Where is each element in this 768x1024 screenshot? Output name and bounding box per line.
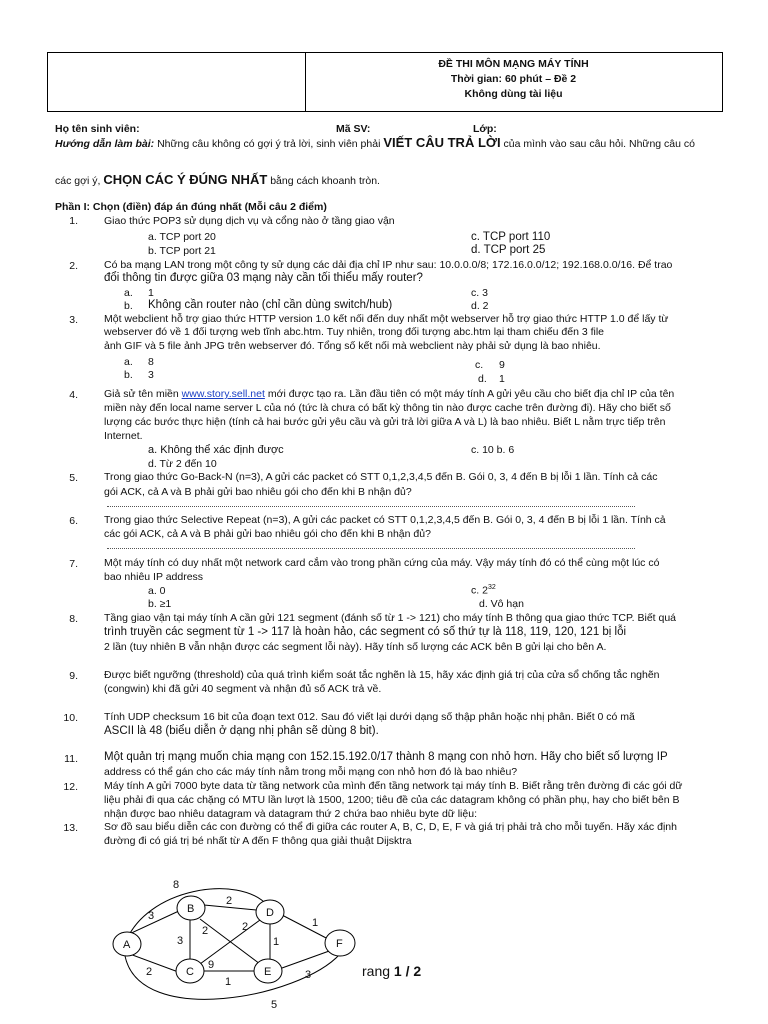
q2-option-b[interactable]: Không cần router nào (chỉ cần dùng switch/hub) (148, 299, 393, 311)
exam-header-box (47, 52, 723, 112)
edge-d-f (282, 915, 330, 940)
instructions-text-2: của mình vào sau câu hỏi. Những câu có (503, 138, 695, 150)
q2-option-b-key: b. (124, 300, 133, 312)
q7-number: 7. (69, 558, 78, 570)
q12-line-1: Máy tính A gửi 7000 byte data từ tầng network của mình đến tầng network tại máy tính B. Biết rằng trên đường đi các gói dữ (104, 780, 683, 792)
instructions-line-2 (55, 172, 380, 187)
q7-option-b[interactable]: b. ≥1 (148, 598, 172, 610)
graph-node-label-c: C (186, 966, 194, 978)
q4-option-d[interactable]: d. Từ 2 đến 10 (148, 458, 217, 470)
weight-a-f: 5 (271, 999, 278, 1011)
weight-b-c: 3 (177, 935, 184, 947)
q1-option-b[interactable]: b. TCP port 21 (148, 245, 216, 257)
student-id-label: Mã SV: (336, 123, 371, 135)
q3-option-a[interactable]: 8 (148, 356, 154, 368)
q3-option-d-key: d. (478, 373, 487, 385)
exam-title-block (305, 57, 722, 102)
weight-d-e: 1 (273, 936, 280, 948)
q1-number: 1. (69, 215, 78, 227)
q3-option-c-key: c. (475, 359, 484, 371)
q2-option-d[interactable]: d. 2 (471, 300, 489, 312)
edge-e-f (282, 950, 332, 968)
part1-title: Phần I: Chọn (điền) đáp án đúng nhất (Mỗi câu 2 điểm) (55, 201, 327, 213)
q7-line-2: bao nhiêu IP address (104, 571, 204, 583)
q8-line-1: Tầng giao vận tại máy tính A cần gửi 121 segment (đánh số từ 1 -> 121) cho máy tính B thông qua giao thức TCP. Biết quá (104, 612, 677, 624)
weight-a-b: 3 (148, 910, 155, 922)
q7-option-d[interactable]: d. Vô hạn (479, 598, 524, 610)
weight-c-d: 2 (242, 921, 249, 933)
q5-number: 5. (69, 472, 78, 484)
q3-line-1: Một webclient hỗ trợ giao thức HTTP version 1.0 kết nối đến duy nhất một webserver hỗ trợ giao thức HTTP 1.0 để lấy từ (104, 313, 669, 325)
q4-number: 4. (69, 389, 78, 401)
q4-line-3: lượng các bước thực hiện (tính cả hai bước gửi yêu cầu và gửi trả lời giữa A và L) là bao nhiêu. Biết L nằm trực tiếp trên (104, 416, 666, 428)
q10-number: 10. (63, 712, 78, 724)
exam-note: Không dùng tài liệu (464, 88, 563, 100)
weight-c-e: 9 (208, 959, 215, 971)
q11-line-2: address có thể gán cho các máy tính nằm trong mỗi mạng con nhỏ hơn đó là bao nhiêu? (104, 766, 518, 778)
q6-line-1: Trong giao thức Selective Repeat (n=3), A gửi các packet có STT 0,1,2,3,4,5 đến B. Gói 0, 3, 4 đến B bị lỗi 1 lần. Tính cả (104, 514, 666, 526)
q1-option-d[interactable]: d. TCP port 25 (471, 244, 546, 256)
weight-b-d: 2 (226, 895, 233, 907)
page-number (362, 963, 421, 979)
q9-line-2: (congwin) khi đã gửi 40 segment và nhận đủ số ACK trả về. (104, 683, 382, 695)
weight-a-d: 8 (173, 879, 180, 891)
q6-answer-line[interactable] (107, 548, 635, 549)
q4-line-4: Internet. (104, 430, 143, 442)
graph-node-label-d: D (266, 907, 274, 919)
q8-line-3: 2 lần (tuy nhiên B vẫn nhận được các segment lỗi này). Hãy tính số lượng các ACK bên B gửi lại cho bên A. (104, 641, 607, 653)
q4-line-1 (104, 388, 724, 400)
q13-number: 13. (63, 822, 78, 834)
q12-line-3: nhận được bao nhiêu datagram và datagram thứ 2 chứa bao nhiêu byte dữ liệu: (104, 808, 477, 820)
q3-option-b[interactable]: 3 (148, 369, 154, 381)
weight-b-e: 2 (202, 925, 209, 937)
q4-option-c[interactable]: c. 10 b. 6 (471, 444, 515, 456)
q9-number: 9. (69, 670, 78, 682)
instructions-text-4: bằng cách khoanh tròn. (270, 175, 380, 187)
q13-line-2: đường đi có giá trị bé nhất từ A đến F thông qua giải thuật Dijsktra (104, 835, 412, 847)
q3-option-c[interactable]: 9 (499, 359, 505, 371)
q2-option-a-key: a. (124, 287, 133, 299)
page-number-value: 1 / 2 (393, 963, 422, 979)
q7-option-c-text: c. 2 (471, 584, 488, 597)
q7-option-c-exponent: 32 (487, 584, 496, 591)
edge-a-c (127, 953, 181, 973)
graph-node-label-b: B (187, 903, 195, 915)
exam-duration: Thời gian: 60 phút – Đề 2 (450, 73, 577, 85)
q4-line-2: miền này đến local name server L của nó (tức là chưa có bất kỳ thông tin nào được cache trên đường đi). Hãy cho biết số (104, 402, 671, 414)
q1-option-c[interactable]: c. TCP port 110 (471, 231, 551, 243)
q4-domain-link[interactable]: www.story.sell.net (181, 388, 265, 400)
q4-text-pre: Giả sử tên miền (104, 388, 179, 400)
q7-line-1: Một máy tính có duy nhất một network card cắm vào trong phần cứng của máy. Vậy máy tính đó có thể cùng một lúc có (104, 557, 660, 569)
graph-node-label-a: A (123, 939, 131, 951)
router-graph (100, 868, 380, 1024)
q10-line-2: ASCII là 48 (biểu diễn ở dạng nhị phân sẽ dùng 8 bit). (104, 725, 379, 737)
page-prefix: rang (362, 963, 391, 979)
q6-number: 6. (69, 515, 78, 527)
graph-node-label-f: F (336, 938, 343, 950)
instructions-text-3: các gợi ý, (55, 175, 101, 187)
weight-a-c: 2 (146, 966, 153, 978)
q2-line-2: đổi thông tin được giữa 03 mạng này cần tối thiểu mấy router? (104, 272, 423, 284)
class-label: Lớp: (473, 123, 497, 135)
q11-number: 11. (64, 753, 78, 765)
weight-e-f: 3 (305, 969, 312, 981)
instructions-label: Hướng dẫn làm bài: (55, 138, 155, 150)
q3-option-b-key: b. (124, 369, 133, 381)
q7-option-c[interactable] (471, 584, 496, 597)
q1-option-a[interactable]: a. TCP port 20 (148, 231, 216, 243)
q13-line-1: Sơ đồ sau biểu diễn các con đường có thể đi giữa các router A, B, C, D, E, F và giá trị phải trả cho mỗi tuyến. Hãy xác định (104, 821, 677, 833)
q7-option-a[interactable]: a. 0 (148, 585, 166, 597)
q5-line-1: Trong giao thức Go-Back-N (n=3), A gửi các packet có STT 0,1,2,3,4,5 đến B. Gói 0, 3, 4 đến B bị lỗi 1 lần. Tính cả các (104, 471, 658, 483)
instructions-text-1: Những câu không có gợi ý trả lời, sinh viên phải (157, 138, 381, 150)
student-name-label: Họ tên sinh viên: (55, 123, 140, 135)
q9-line-1: Được biết ngưỡng (threshold) của quá trình kiểm soát tắc nghẽn là 15, hãy xác định giá trị của cửa sổ chống tắc nghẽn (104, 669, 660, 681)
q3-option-d[interactable]: 1 (499, 373, 505, 385)
q5-line-2: gói ACK, cả A và B phải gửi bao nhiêu gói cho đến khi B nhận đủ? (104, 486, 412, 498)
q8-number: 8. (69, 613, 78, 625)
instructions (55, 136, 720, 151)
q4-text-post: mới được tạo ra. Lần đầu tiên có một máy tính A gửi yêu cầu cho biết địa chỉ IP của tên (267, 388, 675, 400)
instructions-emphasis-2: CHỌN CÁC Ý ĐÚNG NHẤT (103, 172, 268, 187)
q10-line-1: Tính UDP checksum 16 bit của đoạn text 012. Sau đó viết lại dưới dạng số thập phân hoặc nhị phân. Biết 0 có mã (104, 711, 635, 723)
q12-number: 12. (63, 781, 78, 793)
q2-number: 2. (69, 260, 78, 272)
q2-option-c[interactable]: c. 3 (471, 287, 488, 299)
q6-line-2: các gói ACK, cả A và B phải gửi bao nhiêu gói cho đến khi B nhận đủ? (104, 528, 431, 540)
instructions-emphasis-1: VIẾT CÂU TRẢ LỜI (383, 135, 501, 150)
q2-option-a[interactable]: 1 (148, 287, 154, 299)
q12-line-2: liệu phải đi qua các chặng có MTU lần lượt là 1500, 1200; tiêu đề của các datagram không có phần phụ, hay cho biết bên B (104, 794, 680, 806)
q3-option-a-key: a. (124, 356, 133, 368)
exam-title: ĐỀ THI MÔN MẠNG MÁY TÍNH (438, 58, 589, 70)
weight-d-f: 1 (312, 917, 319, 929)
q4-option-a[interactable]: a. Không thể xác định được (148, 444, 284, 456)
q2-line-1: Có ba mạng LAN trong một công ty sử dụng các dải địa chỉ IP như sau: 10.0.0.0/8; 172.16.0.0/12; 192.168.0.0/16. Để trao (104, 259, 673, 271)
q11-line-1: Một quản trị mạng muốn chia mạng con 152.15.192.0/17 thành 8 mạng con nhỏ hơn. Hãy cho biết số lượng IP (104, 751, 668, 763)
q3-number: 3. (69, 314, 78, 326)
q8-line-2: trình truyền các segment từ 1 -> 117 là hoàn hảo, các segment có số thứ tự là 118, 119, 120, 121 bị lỗi (104, 626, 627, 638)
weight-c-e-lower: 1 (225, 976, 232, 988)
q3-line-3: ảnh GIF và 5 file ảnh JPG trên webserver đó. Tổng số kết nối mà webclient này phải sử dụng là bao nhiêu. (104, 340, 601, 352)
q3-line-2: webserver đó về 1 đối tượng web tĩnh abc.htm. Tuy nhiên, trong đối tượng abc.htm lại tham chiếu đến 3 file (104, 326, 605, 338)
q5-answer-line[interactable] (107, 506, 635, 507)
graph-node-label-e: E (264, 966, 272, 978)
q1-text: Giao thức POP3 sử dụng dịch vụ và cổng nào ở tầng giao vận (104, 215, 395, 227)
graph-edges (125, 889, 340, 1000)
